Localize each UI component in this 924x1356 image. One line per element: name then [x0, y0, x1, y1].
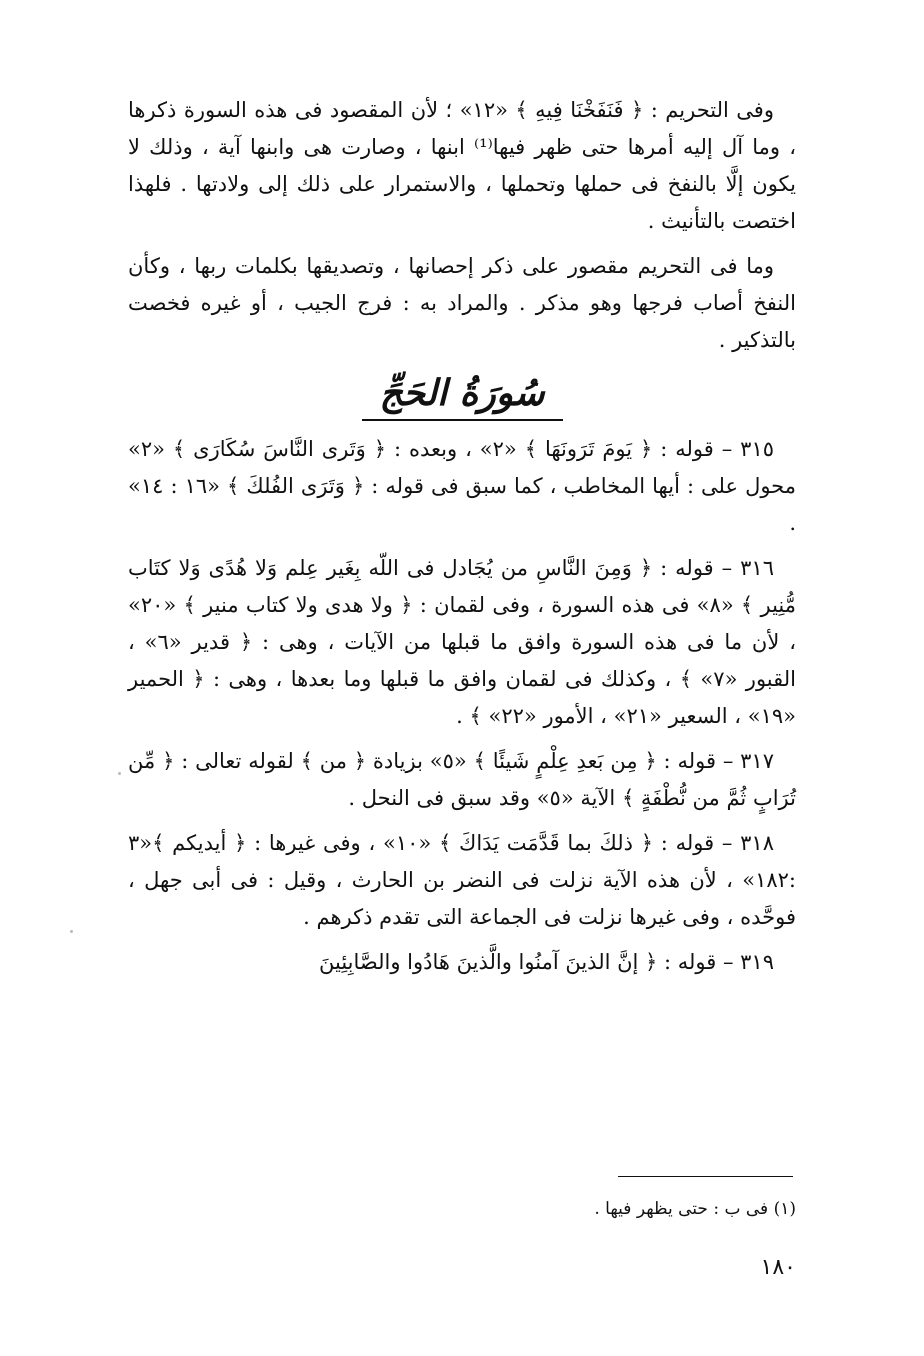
entry-315: ٣١٥ – قوله : ﴿ يَومَ تَرَونَهَا ﴾ «٢» ، وبعده : ﴿ وَتَرى النَّاسَ سُكَارَى ﴾ «٢» محول على : أيها المخاطب ، كما سبق فى قوله : ﴿ وَتَرَى الفُلكَ ﴾ «١٦ : ١٤» . — [128, 437, 796, 535]
scan-speck — [70, 930, 73, 933]
surah-heading-text: سُورَةُ الحَجِّ — [362, 367, 563, 421]
entry-318: ٣١٨ – قوله : ﴿ ذلكَ بما قَدَّمَت يَدَاكَ ﴾ «١٠» ، وفى غيرها : ﴿ أيديكم ﴾«٣ :١٨٢» ، لأن هذه الآية نزلت فى النضر بن الحارث ، وقيل : فى أبى جهل ، فوحَّده ، وفى غيرها نزلت فى الجماعة التى تقدم ذكرهم . — [128, 831, 796, 929]
entry-316: ٣١٦ – قوله : ﴿ وَمِنَ النَّاسِ من يُجَادل فى اللّه بِغَير عِلم وَلا هُدًى وَلا كتَاب مُّنِير ﴾ «٨» فى هذه السورة ، وفى لقمان : ﴿ ولا هدى ولا كتاب منير ﴾ «٢٠» ، لأن ما فى هذه السورة وافق ما قبلها من الآيات ، وهى : ﴿ قدير «٦» ، القبور «٧» ﴾ ، وكذلك فى لقمان وافق ما قبلها وما بعدها ، وهى : ﴿ الحمير «١٩» ، السعير «٢١» ، الأمور «٢٢» ﴾ . — [128, 556, 796, 728]
page-body — [128, 92, 796, 989]
surah-heading — [128, 367, 796, 421]
footnote: (١) فى ب : حتى يظهر فيها . — [594, 1199, 796, 1219]
entry-317: ٣١٧ – قوله : ﴿ مِن بَعدِ عِلْمٍ شَيئًا ﴾ «٥» بزيادة ﴿ من ﴾ لقوله تعالى : ﴿ مِّن تُرَابٍ ثُمَّ من نُّطْفَةٍ ﴾ الآية «٥» وقد سبق فى النحل . — [128, 749, 796, 810]
entry-319: ٣١٩ – قوله : ﴿ إنَّ الذينَ آمنُوا والَّذينَ هَادُوا والصَّابِئِينَ — [319, 950, 774, 974]
paragraph-tahrim-2: وما فى التحريم مقصور على ذكر إحصانها ، وتصديقها بكلمات ربها ، وكأن النفخ أصاب فرجها وهو مذكر . والمراد به : فرج الجيب ، أو غيره فخصت بالتذكير . — [128, 254, 796, 352]
footnote-divider — [618, 1176, 793, 1177]
scan-speck — [118, 772, 121, 775]
paragraph-tahrim-1: وفى التحريم : ﴿ فَنَفَخْنَا فِيهِ ﴾ «١٢» ؛ لأن المقصود فى هذه السورة ذكرها ، وما آل إليه أمرها حتى ظهر فيها⁽¹⁾ ابنها ، وصارت هى وابنها آية ، وذلك لا يكون إلَّا بالنفخ فى حملها وتحملها ، والاستمرار على ذلك إلى ولادتها . فلهذا اختصت بالتأنيث . — [128, 98, 797, 233]
page-number: ١٨٠ — [760, 1255, 796, 1280]
